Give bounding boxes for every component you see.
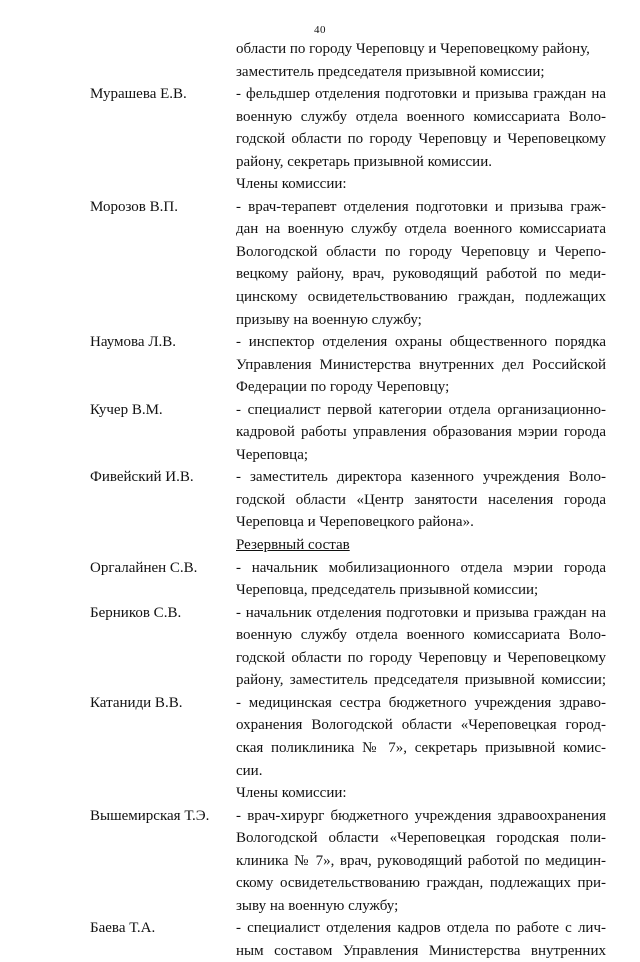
line-text: Череповца, председатель призывной комиссии; (236, 582, 539, 599)
line-text: - заместитель директора казенного учреждения Воло- (236, 469, 606, 486)
document-line (0, 917, 640, 940)
member-name: Катаниди В.В. (90, 694, 183, 711)
document-line (0, 196, 640, 219)
document-line (0, 263, 640, 286)
document-line (0, 557, 640, 580)
line-text: годской области «Центр занятости населения города (236, 491, 606, 508)
member-name: Фивейский И.В. (90, 469, 194, 486)
line-text: - фельдшер отделения подготовки и призыва граждан на (236, 86, 606, 103)
document-line (0, 872, 640, 895)
line-text: сии. (236, 762, 263, 779)
document-line (0, 737, 640, 760)
document-line (0, 669, 640, 692)
document-line (0, 61, 640, 84)
line-text: ская поликлиника № 7», секретарь призывной комис- (236, 739, 606, 756)
document-line (0, 106, 640, 129)
document-line (0, 579, 640, 602)
line-text: скому освидетельствованию граждан, подлежащих при- (236, 875, 606, 892)
line-text: Вологодской области по городу Череповцу и Черепо- (236, 243, 606, 260)
line-text: району, заместитель председателя призывной комиссии; (236, 672, 606, 689)
document-line (0, 421, 640, 444)
member-name: Баева Т.А. (90, 920, 156, 937)
line-text: области по городу Череповцу и Череповецкому району, (236, 41, 590, 57)
document-line (0, 624, 640, 647)
line-text: - начальник отделения подготовки и призыва граждан на (236, 604, 606, 621)
document-line (0, 692, 640, 715)
document-line (0, 331, 640, 354)
document-body (0, 38, 640, 962)
document-line (0, 895, 640, 918)
line-text: - специалист отделения кадров отдела по работе с лич- (236, 920, 606, 937)
document-line (0, 399, 640, 422)
document-line (0, 466, 640, 489)
member-name: Наумова Л.В. (90, 334, 176, 351)
document-line (0, 827, 640, 850)
line-text: - врач-хирург бюджетного учреждения здравоохранения (236, 807, 606, 824)
document-line (0, 83, 640, 106)
document-line (0, 173, 640, 196)
member-name: Берников С.В. (90, 604, 182, 621)
line-text: охранения Вологодской области «Череповецкая город- (236, 717, 606, 734)
line-text: району, секретарь призывной комиссии. (236, 153, 492, 170)
line-text: ным составом Управления Министерства внутренних (236, 942, 606, 959)
line-text: Федерации по городу Череповцу; (236, 379, 450, 396)
document-line (0, 376, 640, 399)
line-text: - медицинская сестра бюджетного учреждения здраво- (236, 694, 606, 711)
document-line (0, 241, 640, 264)
document-line (0, 286, 640, 309)
page-number: 40 (314, 24, 326, 36)
document-line (0, 782, 640, 805)
line-text: зыву на военную службу; (236, 897, 399, 914)
line-text: - инспектор отделения охраны общественного порядка (236, 334, 606, 351)
member-name: Кучер В.М. (90, 401, 163, 418)
line-text: годской области по городу Череповцу и Череповецкому (236, 649, 606, 666)
document-line (0, 128, 640, 151)
line-text: заместитель председателя призывной комиссии; (236, 63, 545, 80)
line-text: - врач-терапевт отделения подготовки и призыва граж- (236, 198, 606, 215)
member-name: Морозов В.П. (90, 198, 178, 215)
line-text: кадровой работы управления образования мэрии города (236, 424, 606, 441)
document-line (0, 805, 640, 828)
document-line (0, 940, 640, 962)
line-text: цинскому освидетельствованию граждан, подлежащих (236, 289, 606, 306)
line-text: Череповца и Череповецкого района». (236, 514, 474, 531)
document-line (0, 511, 640, 534)
document-line (0, 602, 640, 625)
member-name: Мурашева Е.В. (90, 86, 187, 103)
document-line (0, 534, 640, 557)
line-text: вецкому району, врач, руководящий работой по меди- (236, 266, 606, 283)
line-text: - специалист первой категории отдела организационно- (236, 401, 606, 418)
member-name: Оргалайнен С.В. (90, 559, 198, 576)
line-text: клиника № 7», врач, руководящий работой по медицин- (236, 852, 606, 869)
document-line (0, 444, 640, 467)
line-text: призыву на военную службу; (236, 311, 422, 328)
document-line (0, 151, 640, 174)
document-line (0, 760, 640, 783)
line-text: дан на военную службу отдела военного комиссариата (236, 221, 606, 238)
document-line (0, 218, 640, 241)
document-line (0, 489, 640, 512)
line-text: военную службу отдела военного комиссариата Воло- (236, 108, 606, 125)
document-line (0, 38, 640, 61)
member-name: Вышемирская Т.Э. (90, 807, 210, 824)
line-text: военную службу отдела военного комиссариата Воло- (236, 627, 606, 644)
document-line (0, 309, 640, 332)
section-heading: Резервный состав (236, 537, 350, 554)
document-line (0, 850, 640, 873)
line-text: Череповца; (236, 446, 309, 463)
line-text: Управления Министерства внутренних дел Российской (236, 356, 606, 373)
line-text: Члены комиссии: (236, 785, 347, 802)
document-line (0, 354, 640, 377)
line-text: годской области по городу Череповцу и Череповецкому (236, 131, 606, 148)
line-text: Члены комиссии: (236, 176, 347, 193)
line-text: Вологодской области «Череповецкая городская поли- (236, 830, 606, 847)
document-line (0, 714, 640, 737)
document-line (0, 647, 640, 670)
line-text: - начальник мобилизационного отдела мэрии города (236, 559, 606, 576)
